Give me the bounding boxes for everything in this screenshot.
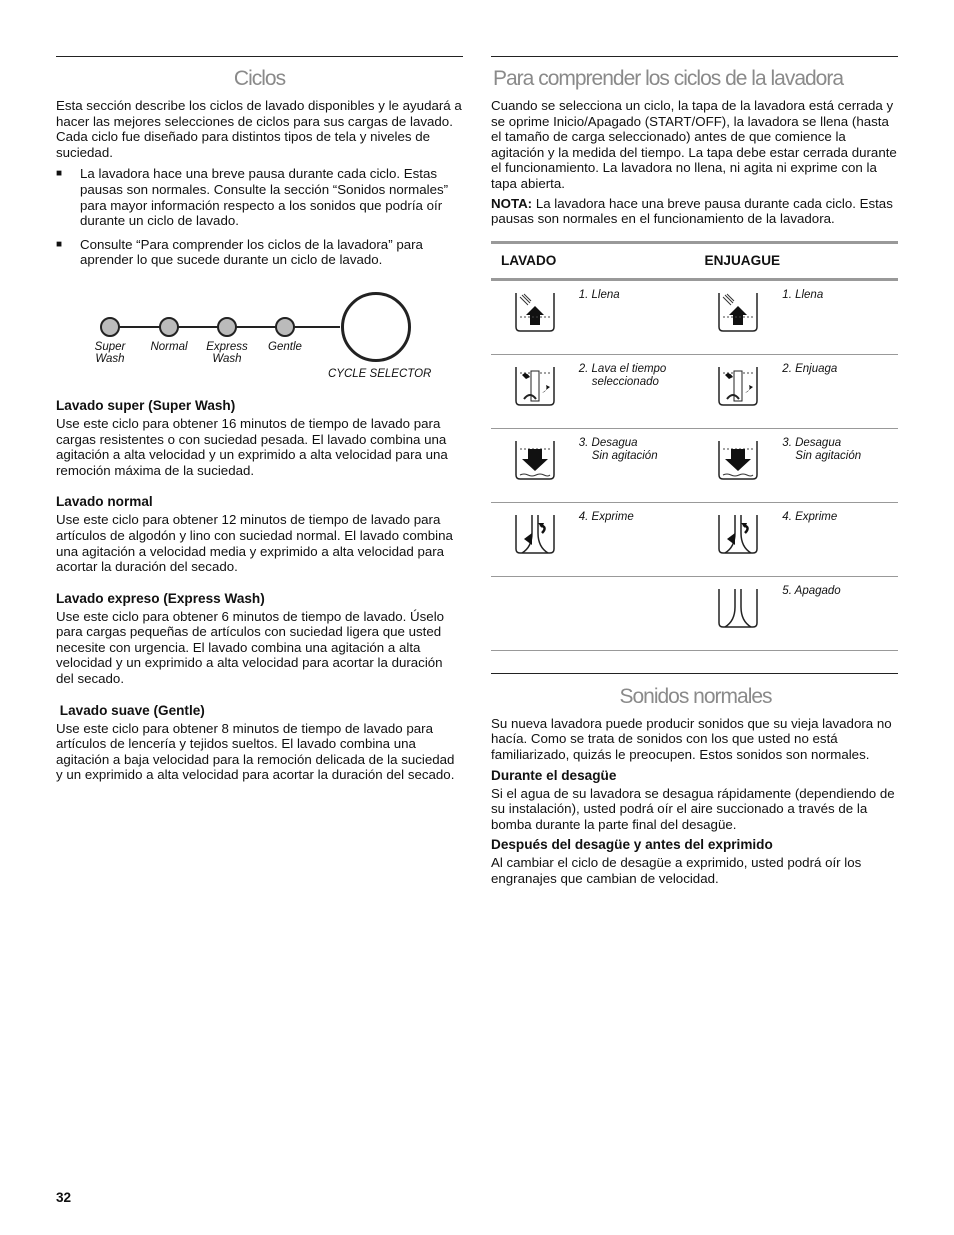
- cycle-section: [56, 398, 463, 478]
- table-row: [491, 354, 898, 428]
- note-label: NOTA:: [491, 195, 533, 211]
- step-label: [782, 576, 898, 650]
- step-label-line: 4. Exprime: [782, 510, 838, 523]
- understanding-intro: Cuando se selecciona un ciclo, la tapa de la lavadora está cerrada y se oprime Inicio/Apagado (START/OFF), la lavadora se llena (hasta el tamaño de carga seleccionado) antes de que comience la agitación y la medida del tiempo. La tapa debe estar cerrada durante el funcionamiento. La lavadora no llena, ni agita ni exprime con la tapa abierta.: [491, 98, 897, 191]
- cycle-selector-label: CYCLE SELECTOR: [328, 367, 432, 380]
- step-label-line: 3. Desagua: [578, 436, 638, 449]
- agitate-icon: [695, 354, 783, 428]
- step-label: [579, 354, 695, 428]
- section-text: Use este ciclo para obtener 8 minutos de tiempo de lavado para artículos de lencería y tejidos sueltos. El lavado combina una agitación a baja velocidad para la remoción delicada de la suciedad y un exprimido a alta velocidad para acortar la duración del secado.: [56, 720, 455, 783]
- step-label-line: Sin agitación: [591, 449, 658, 462]
- drain-icon: [695, 428, 783, 502]
- cycle-section: [56, 703, 463, 783]
- cycle-selector-dial: [56, 276, 463, 380]
- normal-sounds-title: Sonidos normales: [619, 684, 772, 708]
- section-text: Use este ciclo para obtener 16 minutos de tiempo de lavado para cargas resistentes o con suciedad pesada. El lavado combina una agitación a alta velocidad y un exprimido a alta velocidad para una remoción máxima de la suciedad.: [56, 415, 448, 478]
- bullet-item: [56, 166, 463, 228]
- knob-gentle: [275, 317, 295, 337]
- knob-label: Normal: [150, 340, 188, 353]
- knob-express-wash: [217, 317, 237, 337]
- knob-label: Super Wash: [94, 340, 126, 365]
- col-wash-header: LAVADO: [491, 242, 695, 279]
- agitate-icon: [491, 354, 579, 428]
- step-label-line: Sin agitación: [795, 449, 862, 462]
- step-label-line: 2. Lava el tiempo: [578, 362, 667, 375]
- step-label: [579, 502, 695, 576]
- section-text: Use este ciclo para obtener 12 minutos de tiempo de lavado para artículos de algodón y lino con suciedad normal. El lavado combina una agitación a velocidad media y exprimido a alta velocidad para acortar la duración del secado.: [56, 512, 453, 575]
- fill-icon: [491, 279, 579, 354]
- top-rule: [491, 56, 898, 57]
- step-label: [579, 576, 695, 650]
- cycles-intro: Esta sección describe los ciclos de lavado disponibles y le ayudará a hacer las mejores selecciones de ciclos para sus cargas de lavado. Cada ciclo fue diseñado para distintos tipos de tela y niveles de suciedad.: [56, 98, 462, 160]
- table-row: [491, 576, 898, 650]
- cycle-section: [56, 494, 463, 574]
- cycles-title: Ciclos: [233, 67, 286, 90]
- section-text: Use este ciclo para obtener 6 minutos de tiempo de lavado. Úselo para cargas pequeñas de artículos con suciedad ligera que usted necesite con urgencia. El lavado combina una agitación a alta velocidad y un exprimido a alta velocidad para acortar la duración del secado.: [56, 608, 445, 687]
- left-column: [56, 56, 463, 783]
- knob-label: Express Wash: [206, 340, 248, 365]
- page-number: 32: [56, 1190, 72, 1205]
- understanding-cycles-title: Para comprender los ciclos de la lavadora: [493, 67, 844, 90]
- step-label-line: seleccionado: [591, 375, 659, 388]
- bullet-square-icon: ■: [56, 168, 63, 180]
- section-heading: Lavado suave (Gentle): [56, 702, 205, 718]
- knob-super-wash: [100, 317, 120, 337]
- spin-icon: [695, 502, 783, 576]
- sound-heading: Durante el desagüe: [491, 767, 617, 783]
- section-rule: [491, 673, 898, 674]
- bullet-text: Consulte “Para comprender los ciclos de la lavadora” para aprender lo que sucede durante un ciclo de lavado.: [80, 236, 423, 268]
- sound-text: Al cambiar el ciclo de desagüe a exprimido, usted podrá oír los engranajes que cambian de velocidad.: [491, 855, 862, 886]
- step-label: [782, 279, 898, 354]
- step-label-line: 1. Llena: [578, 288, 620, 301]
- fill-icon: [695, 279, 783, 354]
- off-icon: [695, 576, 783, 650]
- bullet-text: La lavadora hace una breve pausa durante cada ciclo. Estas pausas son normales. Consulte la sección “Sonidos normales” para mayor información respecto a los sonidos que podría oír durante un ciclo de lavado.: [80, 166, 449, 229]
- knob-normal: [159, 317, 179, 337]
- note-text: La lavadora hace una breve pausa durante cada ciclo. Estas pausas son normales en el funcionamiento de la lavadora.: [491, 195, 893, 227]
- table-row: [491, 428, 898, 502]
- step-label-line: 2. Enjuaga: [782, 362, 838, 375]
- note-paragraph: [491, 196, 898, 227]
- step-label: [782, 354, 898, 428]
- step-label: [782, 428, 898, 502]
- sound-item: [491, 768, 898, 833]
- sound-item: [491, 837, 898, 886]
- col-rinse-header: ENJUAGUE: [695, 242, 898, 279]
- right-column: [491, 56, 898, 887]
- sound-text: Si el agua de su lavadora se desagua rápidamente (dependiendo de su instalación), usted podrá oír el aire succionado a través de la bomba durante la parte final del desagüe.: [491, 785, 895, 832]
- bullet-square-icon: ■: [56, 238, 63, 250]
- section-heading: Lavado super (Super Wash): [56, 397, 236, 413]
- bullet-item: [56, 237, 463, 268]
- cycle-section: [56, 591, 463, 687]
- knob-label: Gentle: [268, 340, 302, 353]
- step-label: [579, 279, 695, 354]
- step-label: [782, 502, 898, 576]
- step-label-line: 1. Llena: [782, 288, 824, 301]
- section-heading: Lavado expreso (Express Wash): [56, 590, 265, 606]
- cycle-selector-knob: [341, 292, 411, 362]
- cycle-table: [491, 241, 898, 651]
- drain-icon: [491, 428, 579, 502]
- spin-icon: [491, 502, 579, 576]
- step-label-line: 3. Desagua: [782, 436, 842, 449]
- step-label: [579, 428, 695, 502]
- table-row: [491, 502, 898, 576]
- sound-heading: Después del desagüe y antes del exprimido: [491, 837, 773, 853]
- step-label-line: 5. Apagado: [782, 584, 841, 597]
- sounds-intro: Su nueva lavadora puede producir sonidos que su vieja lavadora no hacía. Como se trata de sonidos con los que usted no está familiarizado, quizás le preocupen. Estos sonidos son normales.: [491, 715, 892, 762]
- top-rule: [56, 56, 463, 57]
- cycle-table-body: [491, 279, 898, 650]
- empty-cell: [491, 576, 579, 650]
- step-label-line: 4. Exprime: [578, 510, 634, 523]
- table-row: [491, 279, 898, 354]
- section-heading: Lavado normal: [56, 494, 153, 510]
